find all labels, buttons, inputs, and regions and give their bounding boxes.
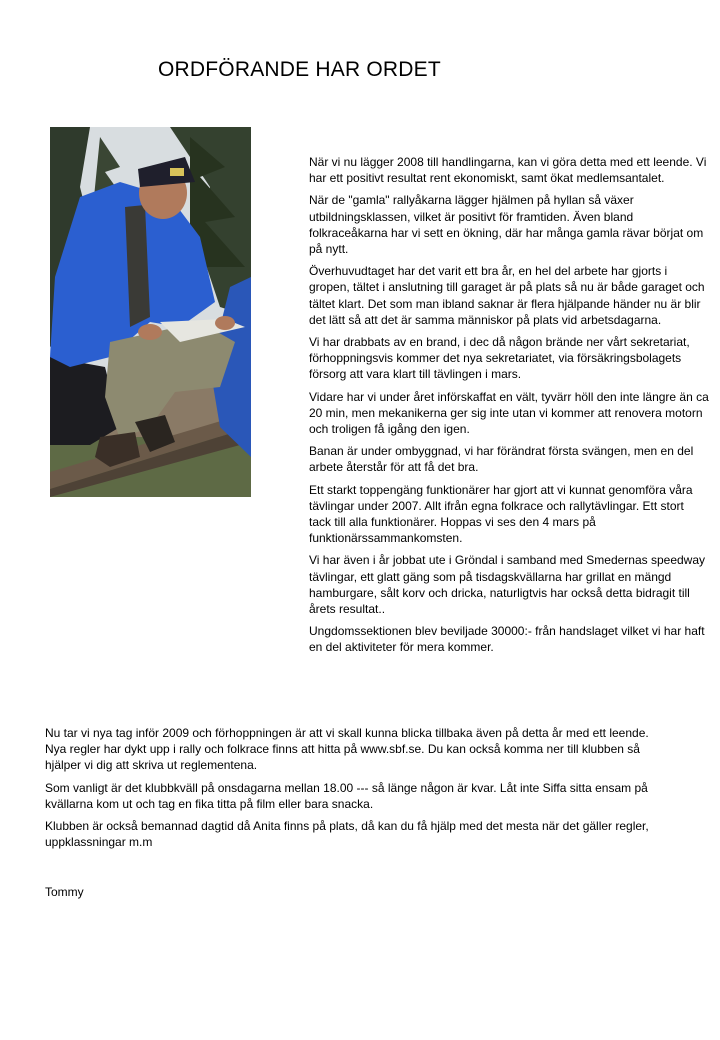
paragraph: Som vanligt är det klubbkväll på onsdagarna mellan 18.00 --- så länge någon är kvar. Låt inte Siffa sitta ensam på kvällarna kom ut och tag en fika titta på film eller bara snacka. — [45, 780, 648, 811]
paragraph: Vi har drabbats av en brand, i dec då någon brände ner vårt sekretariat, förhoppningsvis kommer det nya sekretariatet, via försäkringsbolagets försorg att vara klart till tävlingen i mars. — [309, 335, 690, 382]
page-title: ORDFÖRANDE HAR ORDET — [158, 58, 441, 81]
paragraph: När vi nu lägger 2008 till handlingarna, kan vi göra detta med ett leende. Vi har ett positivt resultat rent ekonomiskt, samt ökat medlemsantalet. — [309, 155, 707, 186]
paragraph: Ett starkt toppengäng funktionärer har gjort att vi kunnat genomföra våra tävlingar under 2007. Allt ifrån egna folkrace och rallytävlingar. Ett stort tack till alla funktionärer. Hoppas vi ses den 4 mars på funktionärssammankomsten. — [309, 482, 693, 546]
bottom-section — [45, 725, 665, 856]
paragraph: Vi har även i år jobbat ute i Gröndal i samband med Smedernas speedway tävlingar, ett glatt gäng som på tisdagskvällarna har grillat en mängd hamburgare, sålt korv och dricka, naturligtvis har också detta bidragit till årets resultat.. — [309, 553, 706, 617]
person-reading-photo — [50, 127, 251, 497]
paragraph: När de "gamla" rallyåkarna lägger hjälmen på hyllan så växer utbildningsklassen, vilket är positivt för framtiden. Även bland folkraceåkarna har vi sett en ökning, där har många gamla rävar börjat om på nytt. — [309, 193, 704, 257]
paragraph: Banan är under ombyggnad, vi har förändrat första svängen, men en del arbete återstår för att få det bra. — [309, 444, 694, 475]
paragraph: Nu tar vi nya tag inför 2009 och förhoppningen är att vi skall kunna blicka tillbaka även på detta år med ett leende. Nya regler har dykt upp i rally och folkrace finns att hitta på www.sbf.se. Du kan också komma ner till klubben så hjälper vi dig att skriva ut reglementena. — [45, 726, 649, 773]
paragraph: Överhuvudtaget har det varit ett bra år, en hel del arbete har gjorts i gropen, tältet i anslutning till garaget är på plats så nu är både garaget och tältet klart. Det som man ibland saknar är flera hjälpande händer nu är blir det lätt så att det är samma människor på plats vid arbetsdagarna. — [309, 264, 705, 327]
signature: Tommy — [45, 885, 84, 899]
paragraph: Ungdomssektionen blev beviljade 30000:- från handslaget vilket vi har haft en del aktiviteter för mera kommer. — [309, 624, 705, 655]
main-column — [309, 154, 709, 662]
paragraph: Klubben är också bemannad dagtid då Anita finns på plats, då kan du få hjälp med det mesta när det gäller regler, uppklassningar m.m — [45, 819, 649, 850]
paragraph: Vidare har vi under året införskaffat en vält, tyvärr höll den inte längre än ca 20 min, men mekanikerna ger sig inte utan vi kommer att renovera motorn och troligen få igång den igen. — [309, 389, 709, 437]
